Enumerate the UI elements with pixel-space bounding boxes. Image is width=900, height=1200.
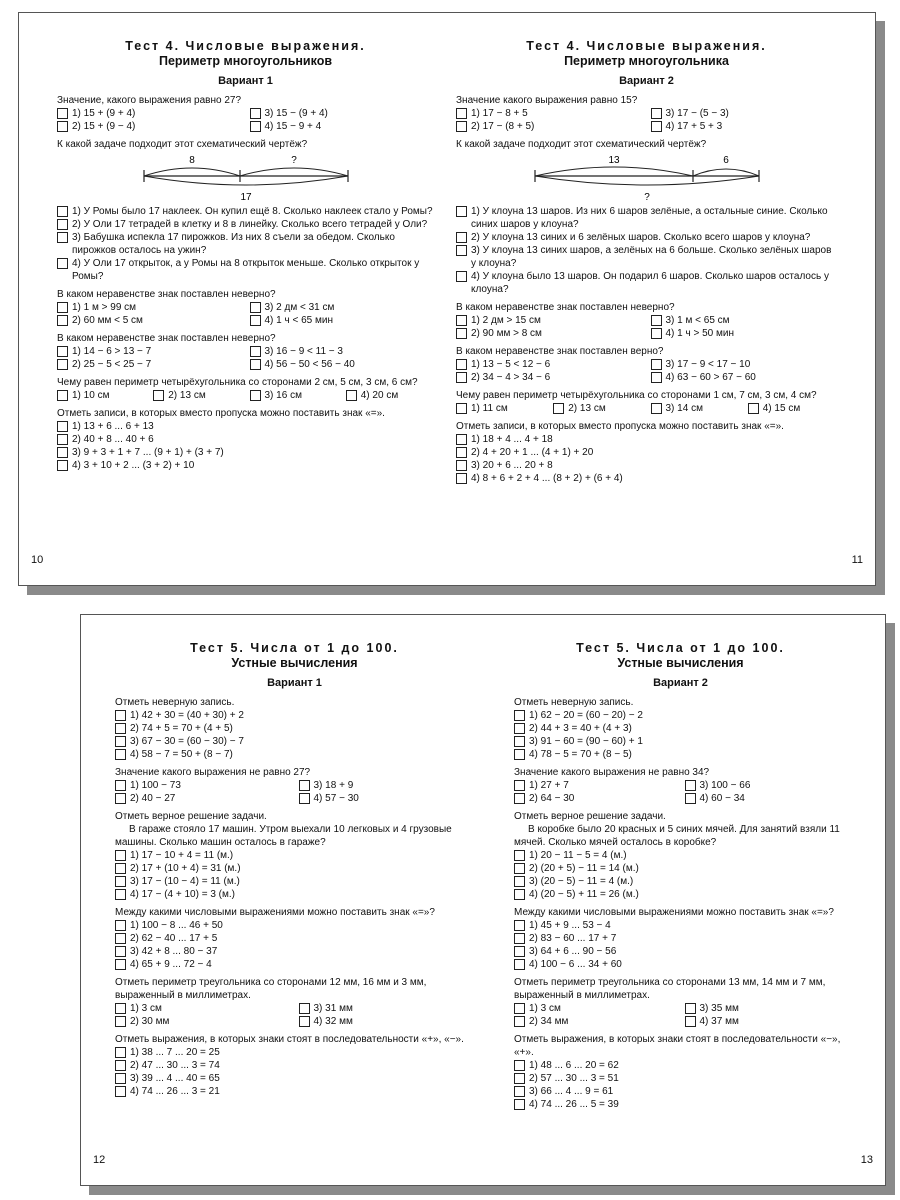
question-5	[514, 976, 847, 1028]
answer-option[interactable]: 2) 34 мм	[514, 1015, 677, 1028]
answer-option[interactable]: 4) 1 ч > 50 мин	[651, 327, 838, 340]
answer-option[interactable]: 2) 62 − 40 ... 17 + 5	[115, 932, 474, 945]
answer-option[interactable]: 2) 83 − 60 ... 17 + 7	[514, 932, 847, 945]
checkbox[interactable]	[456, 403, 467, 414]
question-1	[115, 696, 474, 761]
answer-option[interactable]: 4) 3 + 10 + 2 ... (3 + 2) + 10	[57, 459, 434, 472]
scheme-label-top-right: 6	[722, 155, 729, 166]
checkbox[interactable]	[115, 749, 126, 760]
checkbox[interactable]	[748, 403, 759, 414]
checkbox[interactable]	[456, 271, 467, 282]
checkbox[interactable]	[514, 1016, 525, 1027]
answer-option[interactable]: 1) У Ромы было 17 наклеек. Он купил ещё 8. Сколько наклеек стало у Ромы?	[57, 205, 434, 218]
checkbox[interactable]	[651, 359, 662, 370]
checkbox[interactable]	[57, 346, 68, 357]
page-11	[448, 13, 877, 585]
checkbox[interactable]	[115, 1073, 126, 1084]
answer-option[interactable]: 4) 17 + 5 + 3	[651, 120, 838, 133]
checkbox[interactable]	[514, 959, 525, 970]
answer-option[interactable]: 4) 17 − (4 + 10) = 3 (м.)	[115, 888, 474, 901]
question-text: К какой задаче подходит этот схематический чертёж?	[57, 139, 308, 150]
answer-option[interactable]: 3) У клоуна 13 синих шаров, а зелёных на 6 больше. Сколько зелёных шаров у клоуна?	[456, 244, 837, 270]
checkbox[interactable]	[57, 232, 68, 243]
answer-option[interactable]: 2) 4 + 20 + 1 ... (4 + 1) + 20	[456, 446, 837, 459]
variant-label: Вариант 2	[619, 75, 674, 87]
checkbox[interactable]	[514, 780, 525, 791]
checkbox[interactable]	[250, 390, 261, 401]
answer-option[interactable]: 3) 39 ... 4 ... 40 = 65	[115, 1072, 474, 1085]
question-4	[115, 906, 474, 971]
checkbox[interactable]	[115, 863, 126, 874]
answer-option[interactable]: 3) 14 см	[651, 402, 740, 415]
answer-option[interactable]: 1) 10 см	[57, 389, 145, 402]
answer-option[interactable]: 2) 13 см	[153, 389, 241, 402]
checkbox[interactable]	[115, 1003, 126, 1014]
answer-option[interactable]: 3) 91 − 60 = (90 − 60) + 1	[514, 735, 847, 748]
checkbox[interactable]	[514, 889, 525, 900]
answer-option[interactable]: 1) 100 − 8 ... 46 + 50	[115, 919, 474, 932]
answer-option[interactable]: 4) У клоуна было 13 шаров. Он подарил 6 шаров. Сколько шаров осталось у клоуна?	[456, 270, 837, 296]
checkbox[interactable]	[514, 749, 525, 760]
checkbox[interactable]	[115, 959, 126, 970]
checkbox[interactable]	[685, 793, 696, 804]
question-text: Значение какого выражения не равно 27?	[115, 767, 311, 778]
checkbox[interactable]	[514, 793, 525, 804]
checkbox[interactable]	[115, 1060, 126, 1071]
checkbox[interactable]	[456, 121, 467, 132]
question-text: Отметь верное решение задачи.	[514, 811, 666, 822]
checkbox[interactable]	[514, 946, 525, 957]
question-text: Отметь выражения, в которых знаки стоят в последовательности «+», «−».	[115, 1034, 464, 1045]
answer-option[interactable]: 4) 74 ... 26 ... 3 = 21	[115, 1085, 474, 1098]
checkbox[interactable]	[57, 108, 68, 119]
question-6	[57, 407, 434, 472]
answer-option[interactable]: 1) 15 + (9 + 4)	[57, 107, 242, 120]
answer-option[interactable]: 2) 47 ... 30 ... 3 = 74	[115, 1059, 474, 1072]
answer-option[interactable]: 1) 45 + 9 ... 53 − 4	[514, 919, 847, 932]
answer-option[interactable]: 3) 17 − 9 < 17 − 10	[651, 358, 838, 371]
question-6	[456, 420, 837, 485]
checkbox[interactable]	[299, 1003, 310, 1014]
answer-option[interactable]: 1) 17 − 10 + 4 = 11 (м.)	[115, 849, 474, 862]
answer-option[interactable]: 2) 60 мм < 5 см	[57, 314, 242, 327]
checkbox[interactable]	[514, 850, 525, 861]
answer-option[interactable]: 2) 40 − 27	[115, 792, 291, 805]
answer-option[interactable]: 3) 18 + 9	[299, 779, 475, 792]
checkbox[interactable]	[456, 359, 467, 370]
answer-option[interactable]: 4) 78 − 5 = 70 + (8 − 5)	[514, 748, 847, 761]
question-4	[456, 345, 837, 384]
checkbox[interactable]	[115, 793, 126, 804]
question-text: Отметь записи, в которых вместо пропуска можно поставить знак «=».	[57, 408, 385, 419]
checkbox[interactable]	[57, 302, 68, 313]
scheme-label-top-left: 13	[607, 155, 620, 166]
question-text: Значение какого выражения не равно 34?	[514, 767, 710, 778]
page-10	[19, 13, 448, 585]
answer-option[interactable]: 3) 16 см	[250, 389, 338, 402]
answer-option[interactable]: 2) У Оли 17 тетрадей в клетку и 8 в линейку. Сколько всего тетрадей у Оли?	[57, 218, 434, 231]
answer-option[interactable]: 1) 11 см	[456, 402, 545, 415]
answer-option[interactable]: 4) 32 мм	[299, 1015, 475, 1028]
answer-option[interactable]: 3) 17 − (5 − 3)	[651, 107, 838, 120]
question-3	[57, 288, 434, 327]
test-title	[115, 641, 474, 671]
question-text: Отметь неверную запись.	[115, 697, 235, 708]
question-5	[57, 376, 434, 402]
answer-option[interactable]: 1) 3 см	[115, 1002, 291, 1015]
answer-option[interactable]: 2) 25 − 5 < 25 − 7	[57, 358, 242, 371]
checkbox[interactable]	[346, 390, 357, 401]
checkbox[interactable]	[57, 206, 68, 217]
question-text: Отметь периметр треугольника со сторонами 12 мм, 16 мм и 3 мм, выраженный в миллиметрах.	[115, 977, 427, 1001]
scheme-diagram	[136, 154, 356, 202]
question-3	[514, 810, 847, 901]
question-text: В каком неравенстве знак поставлен неверно?	[456, 302, 675, 313]
checkbox[interactable]	[685, 1003, 696, 1014]
checkbox[interactable]	[456, 372, 467, 383]
checkbox[interactable]	[250, 315, 261, 326]
answer-option[interactable]: 4) 74 ... 26 ... 5 = 39	[514, 1098, 847, 1111]
checkbox[interactable]	[651, 403, 662, 414]
answer-option[interactable]: 3) 67 − 30 = (60 − 30) − 7	[115, 735, 474, 748]
checkbox[interactable]	[115, 1086, 126, 1097]
answer-option[interactable]: 2) 44 + 3 = 40 + (4 + 3)	[514, 722, 847, 735]
answer-option[interactable]: 4) 100 − 6 ... 34 + 60	[514, 958, 847, 971]
checkbox[interactable]	[651, 372, 662, 383]
answer-option[interactable]: 1) 62 − 20 = (60 − 20) − 2	[514, 709, 847, 722]
answer-option[interactable]: 1) 48 ... 6 ... 20 = 62	[514, 1059, 847, 1072]
checkbox[interactable]	[553, 403, 564, 414]
answer-option[interactable]: 2) 64 − 30	[514, 792, 677, 805]
problem-text: В гараже стояло 17 машин. Утром выехали 10 легковых и 4 грузовые машины. Сколько машин осталось в гараже?	[115, 824, 452, 848]
question-text: В каком неравенстве знак поставлен верно?	[456, 346, 664, 357]
checkbox[interactable]	[651, 315, 662, 326]
question-text: Чему равен периметр четырёхугольника со сторонами 2 см, 5 см, 3 см, 6 см?	[57, 377, 418, 388]
question-5	[456, 389, 837, 415]
answer-option[interactable]: 3) 20 + 6 ... 20 + 8	[456, 459, 837, 472]
answer-option[interactable]: 2) 13 см	[553, 402, 642, 415]
answer-option[interactable]: 3) 2 дм < 31 см	[250, 301, 435, 314]
answer-option[interactable]: 1) 42 + 30 = (40 + 30) + 2	[115, 709, 474, 722]
scheme-label-bottom: ?	[643, 192, 650, 202]
answer-option[interactable]: 3) 64 + 6 ... 90 − 56	[514, 945, 847, 958]
question-text: Отметь верное решение задачи.	[115, 811, 267, 822]
checkbox[interactable]	[57, 219, 68, 230]
answer-option[interactable]: 2) 30 мм	[115, 1015, 291, 1028]
checkbox[interactable]	[115, 946, 126, 957]
checkbox[interactable]	[250, 121, 261, 132]
checkbox[interactable]	[456, 460, 467, 471]
scheme-label-bottom: 17	[239, 192, 252, 202]
checkbox[interactable]	[57, 315, 68, 326]
answer-option[interactable]: 1) 2 дм > 15 см	[456, 314, 643, 327]
answer-option[interactable]: 4) 15 см	[748, 402, 837, 415]
checkbox[interactable]	[514, 920, 525, 931]
checkbox[interactable]	[514, 876, 525, 887]
question-text: Отметь периметр треугольника со сторонами 13 мм, 14 мм и 7 мм, выраженный в миллиметрах.	[514, 977, 826, 1001]
checkbox[interactable]	[685, 1016, 696, 1027]
checkbox[interactable]	[456, 245, 467, 256]
checkbox[interactable]	[250, 302, 261, 313]
checkbox[interactable]	[57, 421, 68, 432]
checkbox[interactable]	[456, 473, 467, 484]
title-line-1: Тест 5. Числа от 1 до 100.	[576, 641, 785, 655]
title-line-1: Тест 5. Числа от 1 до 100.	[190, 641, 399, 655]
checkbox[interactable]	[57, 258, 68, 269]
question-5	[115, 976, 474, 1028]
answer-option[interactable]: 3) 1 м < 65 см	[651, 314, 838, 327]
checkbox[interactable]	[115, 889, 126, 900]
answer-option[interactable]: 2) 74 + 5 = 70 + (4 + 5)	[115, 722, 474, 735]
answer-option[interactable]: 1) 27 + 7	[514, 779, 677, 792]
answer-option[interactable]: 1) 13 + 6 ... 6 + 13	[57, 420, 434, 433]
question-4	[514, 906, 847, 971]
checkbox[interactable]	[115, 710, 126, 721]
checkbox[interactable]	[514, 1073, 525, 1084]
question-text: Отметь выражения, в которых знаки стоят в последовательности «−», «+».	[514, 1034, 841, 1058]
answer-option[interactable]: 4) 15 − 9 + 4	[250, 120, 435, 133]
question-text: В каком неравенстве знак поставлен неверно?	[57, 333, 276, 344]
answer-option[interactable]: 4) 56 − 50 < 56 − 40	[250, 358, 435, 371]
page-12	[81, 615, 484, 1185]
answer-option[interactable]: 4) У Оли 17 открыток, а у Ромы на 8 открыток меньше. Сколько открыток у Ромы?	[57, 257, 434, 283]
answer-option[interactable]: 2) 15 + (9 − 4)	[57, 120, 242, 133]
answer-option[interactable]: 1) 17 − 8 + 5	[456, 107, 643, 120]
checkbox[interactable]	[299, 1016, 310, 1027]
answer-option[interactable]: 3) 100 − 66	[685, 779, 848, 792]
answer-option[interactable]: 3) (20 − 5) − 11 = 4 (м.)	[514, 875, 847, 888]
checkbox[interactable]	[250, 346, 261, 357]
answer-option[interactable]: 1) 18 + 4 ... 4 + 18	[456, 433, 837, 446]
page-number: 11	[851, 554, 863, 566]
question-text: Значение, какого выражения равно 27?	[57, 95, 242, 106]
question-3	[456, 301, 837, 340]
question-6	[514, 1033, 847, 1111]
answer-option[interactable]: 2) 40 + 8 ... 40 + 6	[57, 433, 434, 446]
test-title	[456, 39, 837, 69]
checkbox[interactable]	[57, 390, 68, 401]
checkbox[interactable]	[115, 876, 126, 887]
question-1	[57, 94, 434, 133]
answer-option[interactable]: 4) 65 + 9 ... 72 − 4	[115, 958, 474, 971]
title-line-2: Периметр многоугольника	[564, 54, 729, 68]
question-text: В каком неравенстве знак поставлен неверно?	[57, 289, 276, 300]
book-spread-test-5	[80, 614, 886, 1186]
variant-label: Вариант 1	[267, 677, 322, 689]
question-3	[115, 810, 474, 901]
checkbox[interactable]	[514, 863, 525, 874]
answer-option[interactable]: 1) 3 см	[514, 1002, 677, 1015]
checkbox[interactable]	[456, 108, 467, 119]
question-2	[456, 138, 837, 296]
checkbox[interactable]	[514, 710, 525, 721]
answer-option[interactable]: 4) 20 см	[346, 389, 434, 402]
checkbox[interactable]	[250, 108, 261, 119]
checkbox[interactable]	[514, 736, 525, 747]
question-1	[456, 94, 837, 133]
checkbox[interactable]	[651, 121, 662, 132]
variant-label: Вариант 2	[653, 677, 708, 689]
problem-text: В коробке было 20 красных и 5 синих мячей. Для занятий взяли 11 мячей. Сколько мячей осталось в коробке?	[514, 824, 840, 848]
answer-option[interactable]: 3) 35 мм	[685, 1002, 848, 1015]
checkbox[interactable]	[57, 359, 68, 370]
question-text: Чему равен периметр четырёхугольника со сторонами 1 см, 7 см, 3 см, 4 см?	[456, 390, 817, 401]
question-text: Отметь записи, в которых вместо пропуска можно поставить знак «=».	[456, 421, 784, 432]
answer-option[interactable]: 3) 42 + 8 ... 80 − 37	[115, 945, 474, 958]
title-line-2: Устные вычисления	[231, 656, 358, 670]
checkbox[interactable]	[57, 447, 68, 458]
checkbox[interactable]	[57, 460, 68, 471]
checkbox[interactable]	[651, 108, 662, 119]
checkbox[interactable]	[115, 933, 126, 944]
variant-label: Вариант 1	[218, 75, 273, 87]
answer-option[interactable]: 2) 17 + (10 + 4) = 31 (м.)	[115, 862, 474, 875]
answer-option[interactable]: 4) 57 − 30	[299, 792, 475, 805]
checkbox[interactable]	[115, 1016, 126, 1027]
question-text: Значение какого выражения равно 15?	[456, 95, 638, 106]
book-spread-test-4	[18, 12, 876, 586]
answer-option[interactable]: 2) 90 мм > 8 см	[456, 327, 643, 340]
question-text: Между какими числовыми выражениями можно поставить знак «=»?	[115, 907, 435, 918]
checkbox[interactable]	[456, 315, 467, 326]
answer-option[interactable]: 3) Бабушка испекла 17 пирожков. Из них 8 съели за обедом. Сколько пирожков осталось на ужин?	[57, 231, 434, 257]
question-1	[514, 696, 847, 761]
checkbox[interactable]	[456, 206, 467, 217]
answer-option[interactable]: 3) 17 − (10 − 4) = 11 (м.)	[115, 875, 474, 888]
test-title	[57, 39, 434, 69]
answer-option[interactable]: 1) 13 − 5 < 12 − 6	[456, 358, 643, 371]
checkbox[interactable]	[514, 1003, 525, 1014]
answer-option[interactable]: 3) 16 − 9 < 11 − 3	[250, 345, 435, 358]
answer-option[interactable]: 2) 34 − 4 > 34 − 6	[456, 371, 643, 384]
checkbox[interactable]	[250, 359, 261, 370]
answer-option[interactable]: 1) 100 − 73	[115, 779, 291, 792]
question-6	[115, 1033, 474, 1098]
checkbox[interactable]	[115, 780, 126, 791]
checkbox[interactable]	[115, 723, 126, 734]
answer-option[interactable]: 4) 8 + 6 + 2 + 4 ... (8 + 2) + (6 + 4)	[456, 472, 837, 485]
answer-option[interactable]: 1) 1 м > 99 см	[57, 301, 242, 314]
checkbox[interactable]	[456, 328, 467, 339]
test-title	[514, 641, 847, 671]
answer-option[interactable]: 4) (20 − 5) + 11 = 26 (м.)	[514, 888, 847, 901]
question-2	[514, 766, 847, 805]
answer-option[interactable]: 1) 20 − 11 − 5 = 4 (м.)	[514, 849, 847, 862]
question-text: Отметь неверную запись.	[514, 697, 634, 708]
checkbox[interactable]	[57, 434, 68, 445]
answer-option[interactable]: 4) 37 мм	[685, 1015, 848, 1028]
checkbox[interactable]	[456, 232, 467, 243]
title-line-1: Тест 4. Числовые выражения.	[526, 39, 767, 53]
answer-option[interactable]: 2) У клоуна 13 синих и 6 зелёных шаров. Сколько всего шаров у клоуна?	[456, 231, 837, 244]
question-text: К какой задаче подходит этот схематический чертёж?	[456, 139, 707, 150]
checkbox[interactable]	[299, 780, 310, 791]
answer-option[interactable]: 4) 63 − 60 > 67 − 60	[651, 371, 838, 384]
answer-option[interactable]: 3) 9 + 3 + 1 + 7 ... (9 + 1) + (3 + 7)	[57, 446, 434, 459]
answer-option[interactable]: 3) 15 − (9 + 4)	[250, 107, 435, 120]
answer-option[interactable]: 1) 14 − 6 > 13 − 7	[57, 345, 242, 358]
answer-option[interactable]: 4) 60 − 34	[685, 792, 848, 805]
question-text: Между какими числовыми выражениями можно поставить знак «=»?	[514, 907, 834, 918]
question-2	[57, 138, 434, 283]
checkbox[interactable]	[456, 434, 467, 445]
page-number: 10	[31, 554, 44, 566]
checkbox[interactable]	[514, 723, 525, 734]
checkbox[interactable]	[514, 1060, 525, 1071]
question-2	[115, 766, 474, 805]
checkbox[interactable]	[57, 121, 68, 132]
checkbox[interactable]	[514, 933, 525, 944]
answer-option[interactable]: 2) 57 ... 30 ... 3 = 51	[514, 1072, 847, 1085]
answer-option[interactable]: 1) У клоуна 13 шаров. Из них 6 шаров зелёные, а остальные синие. Сколько синих шаров у клоуна?	[456, 205, 837, 231]
page-number: 12	[93, 1154, 106, 1166]
checkbox[interactable]	[115, 1047, 126, 1058]
title-line-2: Устные вычисления	[617, 656, 744, 670]
checkbox[interactable]	[456, 447, 467, 458]
scheme-label-top-right: ?	[290, 155, 297, 166]
scheme-label-top-left: 8	[188, 155, 195, 166]
checkbox[interactable]	[115, 736, 126, 747]
page-13	[484, 615, 887, 1185]
answer-option[interactable]: 2) 17 − (8 + 5)	[456, 120, 643, 133]
checkbox[interactable]	[299, 793, 310, 804]
checkbox[interactable]	[685, 780, 696, 791]
answer-option[interactable]: 3) 66 ... 4 ... 9 = 61	[514, 1085, 847, 1098]
checkbox[interactable]	[651, 328, 662, 339]
checkbox[interactable]	[115, 850, 126, 861]
page-number: 13	[860, 1154, 873, 1166]
title-line-2: Периметр многоугольников	[158, 54, 333, 68]
scheme-diagram	[527, 154, 767, 202]
checkbox[interactable]	[153, 390, 164, 401]
answer-option[interactable]: 3) 31 мм	[299, 1002, 475, 1015]
checkbox[interactable]	[115, 920, 126, 931]
answer-option[interactable]: 1) 38 ... 7 ... 20 = 25	[115, 1046, 474, 1059]
checkbox[interactable]	[514, 1099, 525, 1110]
question-4	[57, 332, 434, 371]
answer-option[interactable]: 4) 1 ч < 65 мин	[250, 314, 435, 327]
answer-option[interactable]: 2) (20 + 5) − 11 = 14 (м.)	[514, 862, 847, 875]
answer-option[interactable]: 4) 58 − 7 = 50 + (8 − 7)	[115, 748, 474, 761]
title-line-1: Тест 4. Числовые выражения.	[125, 39, 366, 53]
checkbox[interactable]	[514, 1086, 525, 1097]
